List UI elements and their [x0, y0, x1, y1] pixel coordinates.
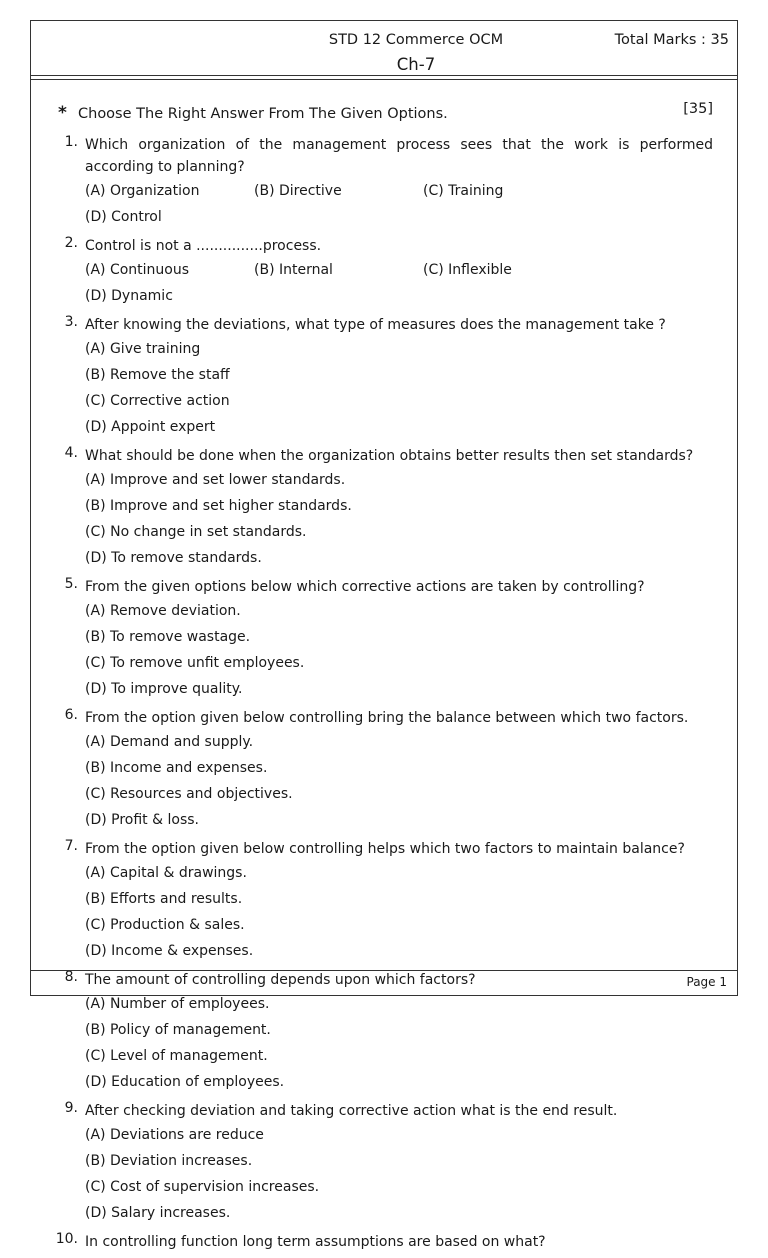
- question-number: 5.: [64, 576, 78, 592]
- answer-option: (A) Remove deviation.: [85, 603, 241, 619]
- answer-option: (C) Level of management.: [85, 1048, 268, 1064]
- question-text: Which organization of the management process sees that the work is performed according to planning?: [85, 137, 713, 175]
- answer-option: (C) To remove unfit employees.: [85, 655, 305, 671]
- question-text: After knowing the deviations, what type of measures does the management take ?: [85, 317, 666, 333]
- answer-option: (D) To improve quality.: [85, 681, 243, 697]
- question-text: From the option given below controlling bring the balance between which two factors.: [85, 710, 689, 726]
- header-divider-top: [31, 75, 737, 76]
- question-number: 7.: [64, 838, 78, 854]
- question-number: 9.: [64, 1100, 78, 1116]
- question-text: Control is not a ...............process.: [85, 238, 322, 254]
- question-text: From the option given below controlling helps which two factors to maintain balance?: [85, 841, 685, 857]
- question-number: 8.: [64, 969, 78, 985]
- instruction: [58, 103, 713, 123]
- question-item: [49, 445, 713, 571]
- question-item: [49, 707, 713, 833]
- question-number: 6.: [64, 707, 78, 723]
- page-frame: [30, 20, 738, 1250]
- answer-option: (B) Deviation increases.: [85, 1153, 253, 1169]
- instruction-text: Choose The Right Answer From The Given Options.: [78, 106, 448, 122]
- question-text: From the given options below which corrective actions are taken by controlling?: [85, 579, 645, 595]
- question-stem: [49, 235, 713, 257]
- answer-option: (C) Inflexible: [423, 262, 512, 278]
- question-stem: [49, 969, 713, 991]
- answer-option: (D) Dynamic: [85, 288, 173, 304]
- question-text: In controlling function long term assumptions are based on what?: [85, 1234, 546, 1250]
- answer-option: (A) Capital & drawings.: [85, 865, 247, 881]
- header-divider-bottom: [31, 79, 737, 80]
- option-group: [85, 860, 713, 964]
- page-number: Page 1: [686, 975, 727, 989]
- exam-title: STD 12 Commerce OCM: [328, 32, 504, 48]
- question-number: 10.: [55, 1231, 78, 1247]
- answer-option: (A) Organization: [85, 183, 200, 199]
- answer-option: (C) Production & sales.: [85, 917, 245, 933]
- question-text: The amount of controlling depends upon which factors?: [85, 972, 476, 988]
- question-list: [49, 134, 713, 1258]
- question-stem: [49, 707, 713, 729]
- question-item: [49, 576, 713, 702]
- question-stem: [49, 445, 713, 467]
- option-group: [85, 991, 713, 1095]
- answer-option: (A) Improve and set lower standards.: [85, 472, 346, 488]
- answer-option: (A) Give training: [85, 341, 201, 357]
- answer-option: (C) Cost of supervision increases.: [85, 1179, 320, 1195]
- answer-option: (B) Internal: [254, 262, 333, 278]
- question-stem: [49, 134, 713, 178]
- answer-option: (B) Policy of management.: [85, 1022, 271, 1038]
- question-number: 3.: [64, 314, 78, 330]
- option-group: [85, 336, 713, 440]
- answer-option: (D) Income & expenses.: [85, 943, 254, 959]
- question-item: [49, 235, 713, 309]
- answer-option: (D) Education of employees.: [85, 1074, 285, 1090]
- footer-divider: [31, 970, 737, 971]
- answer-option: (A) Number of employees.: [85, 996, 270, 1012]
- question-stem: [49, 576, 713, 598]
- answer-option: (C) Corrective action: [85, 393, 230, 409]
- answer-option: (A) Continuous: [85, 262, 190, 278]
- answer-option: (A) Demand and supply.: [85, 734, 254, 750]
- question-number: 1.: [64, 134, 78, 150]
- option-group: [85, 178, 713, 230]
- answer-option: (D) Salary increases.: [85, 1205, 231, 1221]
- answer-option: (C) Training: [423, 183, 504, 199]
- answer-option: (A) Deviations are reduce: [85, 1127, 264, 1143]
- question-item: [49, 838, 713, 964]
- question-item: [49, 969, 713, 1095]
- question-item: [49, 314, 713, 440]
- question-stem: [49, 1231, 713, 1253]
- question-item: [49, 1231, 713, 1253]
- answer-option: (D) Profit & loss.: [85, 812, 199, 828]
- answer-option: (B) Improve and set higher standards.: [85, 498, 352, 514]
- question-text: After checking deviation and taking corrective action what is the end result.: [85, 1103, 618, 1119]
- option-group: [85, 598, 713, 702]
- total-marks: Total Marks : 35: [614, 32, 729, 48]
- answer-option: (B) Directive: [254, 183, 342, 199]
- option-group: [85, 729, 713, 833]
- question-item: [49, 134, 713, 230]
- option-group: [85, 467, 713, 571]
- answer-option: (D) Control: [85, 209, 162, 225]
- question-text: What should be done when the organization obtains better results then set standards?: [85, 448, 694, 464]
- answer-option: (B) To remove wastage.: [85, 629, 251, 645]
- answer-option: (D) To remove standards.: [85, 550, 262, 566]
- question-number: 4.: [64, 445, 78, 461]
- question-stem: [49, 1100, 713, 1122]
- answer-option: (B) Efforts and results.: [85, 891, 243, 907]
- answer-option: (C) No change in set standards.: [85, 524, 307, 540]
- question-stem: [49, 314, 713, 336]
- question-stem: [49, 838, 713, 860]
- answer-option: (C) Resources and objectives.: [85, 786, 293, 802]
- option-group: [85, 1122, 713, 1226]
- question-number: 2.: [64, 235, 78, 251]
- option-group: [85, 257, 713, 309]
- answer-option: (D) Appoint expert: [85, 419, 216, 435]
- answer-option: (B) Remove the staff: [85, 367, 230, 383]
- question-item: [49, 1100, 713, 1226]
- star-bullet-icon: *: [58, 103, 67, 123]
- chapter-label: Ch-7: [396, 55, 436, 74]
- section-marks: [35]: [683, 101, 713, 117]
- answer-option: (B) Income and expenses.: [85, 760, 268, 776]
